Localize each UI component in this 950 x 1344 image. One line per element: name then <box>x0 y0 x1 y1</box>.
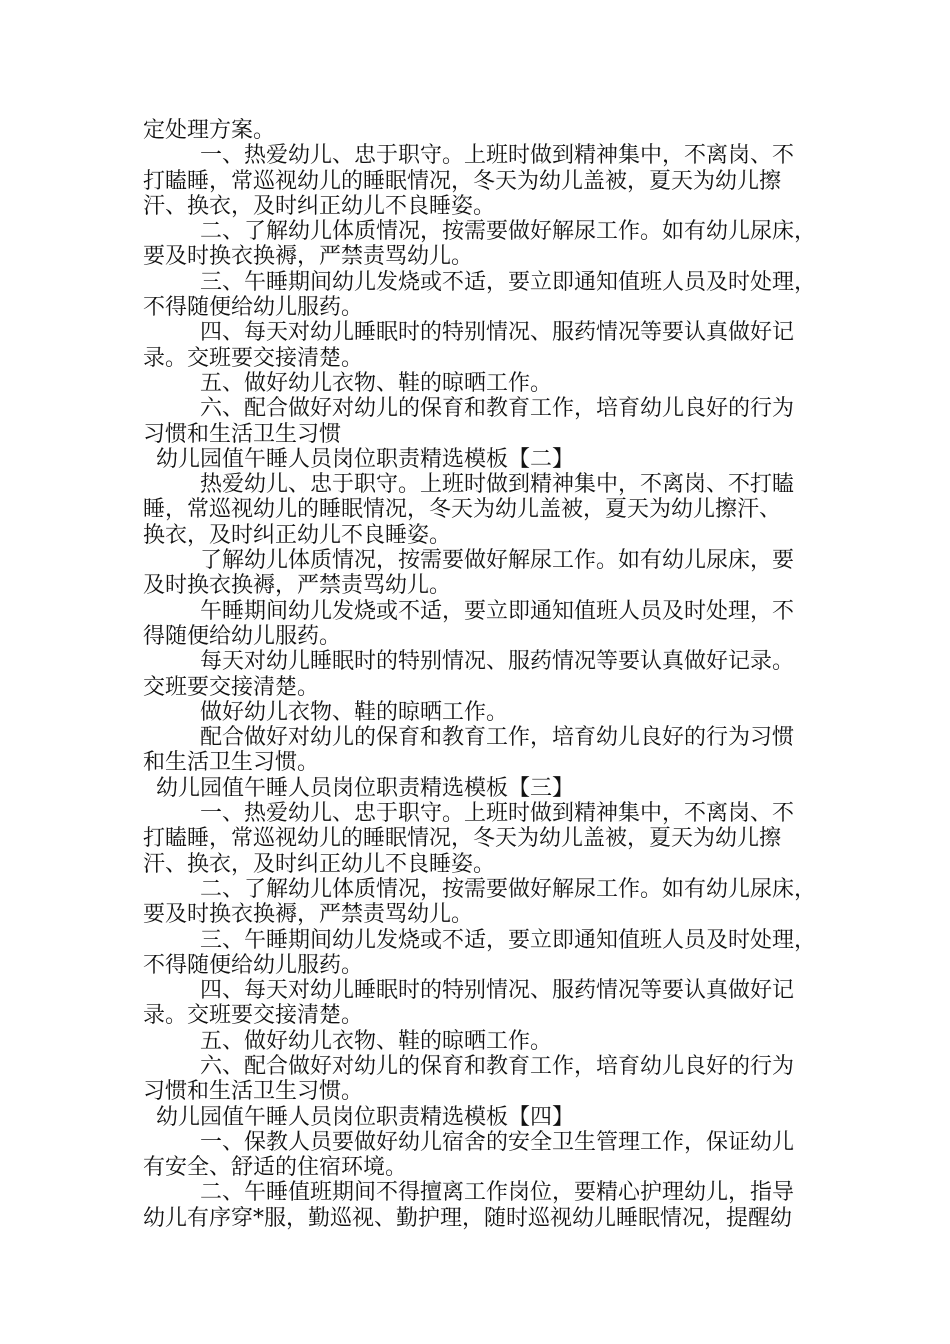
text-line: 做好幼儿衣物、鞋的晾晒工作。 <box>200 699 509 725</box>
section-heading: 幼儿园值午睡人员岗位职责精选模板【二】 <box>156 446 575 472</box>
text-line: 五、做好幼儿衣物、鞋的晾晒工作。 <box>200 370 553 396</box>
text-line: 习惯和生活卫生习惯 <box>143 421 342 447</box>
text-line: 汗、换衣，及时纠正幼儿不良睡姿。 <box>143 193 496 219</box>
text-line: 打瞌睡，常巡视幼儿的睡眠情况，冬天为幼儿盖被，夏天为幼儿擦 <box>143 826 782 852</box>
text-line: 幼儿有序穿*服，勤巡视、勤护理，随时巡视幼儿睡眠情况，提醒幼 <box>143 1205 793 1231</box>
text-line: 二、了解幼儿体质情况，按需要做好解尿工作。如有幼儿尿床， <box>200 219 817 245</box>
section-heading: 幼儿园值午睡人员岗位职责精选模板【三】 <box>156 775 575 801</box>
text-line: 午睡期间幼儿发烧或不适，要立即通知值班人员及时处理，不 <box>200 598 795 624</box>
text-line: 四、每天对幼儿睡眠时的特别情况、服药情况等要认真做好记 <box>200 978 795 1004</box>
text-line: 换衣，及时纠正幼儿不良睡姿。 <box>143 522 452 548</box>
text-line: 打瞌睡，常巡视幼儿的睡眠情况，冬天为幼儿盖被，夏天为幼儿擦 <box>143 168 782 194</box>
text-line: 一、热爱幼儿、忠于职守。上班时做到精神集中，不离岗、不 <box>200 801 795 827</box>
text-line: 和生活卫生习惯。 <box>143 750 320 776</box>
text-line: 一、保教人员要做好幼儿宿舍的安全卫生管理工作，保证幼儿 <box>200 1129 795 1155</box>
text-line: 及时换衣换褥，严禁责骂幼儿。 <box>143 573 452 599</box>
text-line: 不得随便给幼儿服药。 <box>143 295 364 321</box>
text-line: 热爱幼儿、忠于职守。上班时做到精神集中，不离岗、不打瞌 <box>200 472 795 498</box>
text-line: 录。交班要交接清楚。 <box>143 345 364 371</box>
text-line: 不得随便给幼儿服药。 <box>143 952 364 978</box>
text-line: 五、做好幼儿衣物、鞋的晾晒工作。 <box>200 1028 553 1054</box>
text-line: 三、午睡期间幼儿发烧或不适，要立即通知值班人员及时处理， <box>200 927 817 953</box>
text-line: 二、午睡值班期间不得擅离工作岗位，要精心护理幼儿，指导 <box>200 1180 795 1206</box>
text-line: 汗、换衣，及时纠正幼儿不良睡姿。 <box>143 851 496 877</box>
text-line: 睡，常巡视幼儿的睡眠情况，冬天为幼儿盖被，夏天为幼儿擦汗、 <box>143 497 782 523</box>
text-line: 二、了解幼儿体质情况，按需要做好解尿工作。如有幼儿尿床， <box>200 876 817 902</box>
text-line: 了解幼儿体质情况，按需要做好解尿工作。如有幼儿尿床，要 <box>200 548 795 574</box>
text-line: 交班要交接清楚。 <box>143 674 320 700</box>
text-line: 六、配合做好对幼儿的保育和教育工作，培育幼儿良好的行为 <box>200 1053 795 1079</box>
document-body <box>143 118 823 1231</box>
text-line: 有安全、舒适的住宿环境。 <box>143 1155 408 1181</box>
text-line: 三、午睡期间幼儿发烧或不适，要立即通知值班人员及时处理， <box>200 269 817 295</box>
text-line: 定处理方案。 <box>143 118 276 143</box>
text-line: 习惯和生活卫生习惯。 <box>143 1079 364 1105</box>
text-line: 一、热爱幼儿、忠于职守。上班时做到精神集中，不离岗、不 <box>200 143 795 169</box>
text-line: 六、配合做好对幼儿的保育和教育工作，培育幼儿良好的行为 <box>200 396 795 422</box>
text-line: 录。交班要交接清楚。 <box>143 1003 364 1029</box>
text-line: 配合做好对幼儿的保育和教育工作，培育幼儿良好的行为习惯 <box>200 725 795 751</box>
section-heading: 幼儿园值午睡人员岗位职责精选模板【四】 <box>156 1104 575 1130</box>
text-line: 要及时换衣换褥，严禁责骂幼儿。 <box>143 244 474 270</box>
text-line: 得随便给幼儿服药。 <box>143 623 342 649</box>
text-line: 要及时换衣换褥，严禁责骂幼儿。 <box>143 902 474 928</box>
text-line: 四、每天对幼儿睡眠时的特别情况、服药情况等要认真做好记 <box>200 320 795 346</box>
text-line: 每天对幼儿睡眠时的特别情况、服药情况等要认真做好记录。 <box>200 649 795 675</box>
